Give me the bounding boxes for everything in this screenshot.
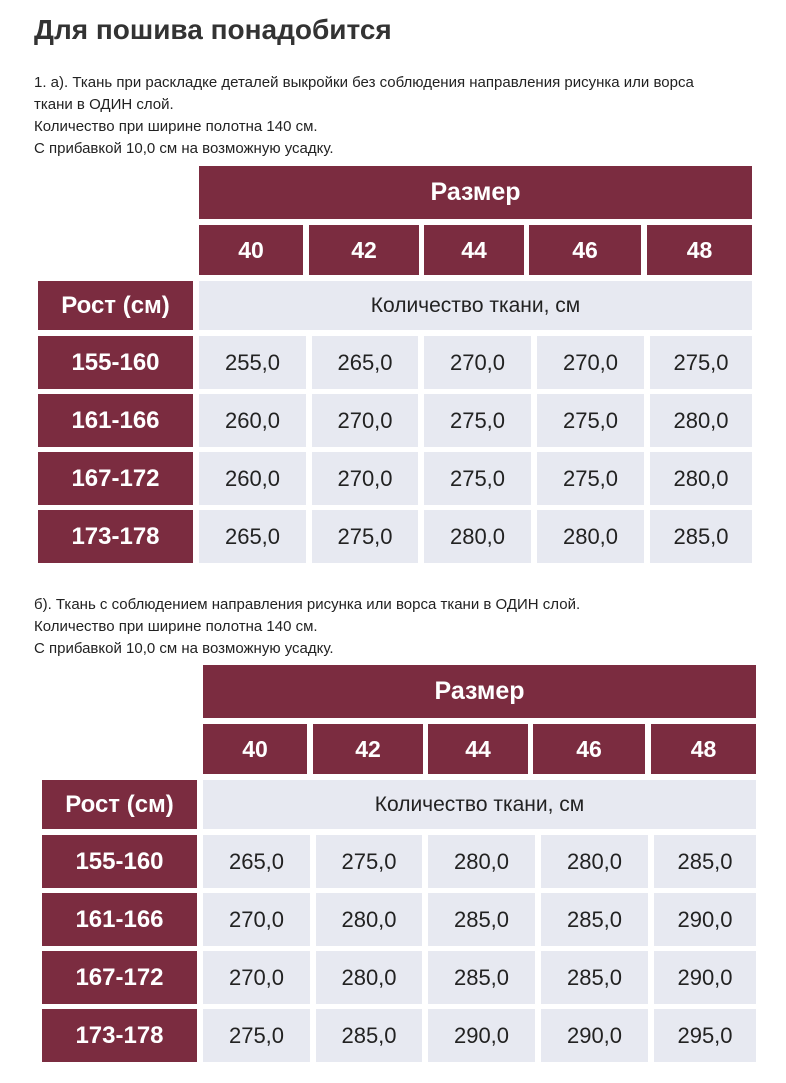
fabric-amount-cell: 285,0 <box>316 1009 422 1062</box>
fabric-amount-cell: 280,0 <box>541 835 648 888</box>
height-header: Рост (см) <box>42 780 197 829</box>
section-b-description <box>34 594 580 660</box>
fabric-amount-cell: 275,0 <box>424 394 531 447</box>
size-column-header: 42 <box>309 225 419 275</box>
fabric-amount-cell: 270,0 <box>312 394 418 447</box>
size-column-header: 46 <box>533 724 645 774</box>
height-row-label: 173-178 <box>42 1009 197 1062</box>
fabric-amount-cell: 275,0 <box>424 452 531 505</box>
height-row-label: 161-166 <box>38 394 193 447</box>
fabric-amount-cell: 280,0 <box>650 452 752 505</box>
fabric-amount-cell: 255,0 <box>199 336 306 389</box>
fabric-amount-cell: 265,0 <box>312 336 418 389</box>
size-column-header: 46 <box>529 225 641 275</box>
size-header: Размер <box>199 166 752 219</box>
size-column-header: 40 <box>203 724 307 774</box>
section-a-line: Количество при ширине полотна 140 см. <box>34 118 318 135</box>
size-header: Размер <box>203 665 756 718</box>
fabric-amount-cell: 275,0 <box>537 452 644 505</box>
height-row-label: 155-160 <box>38 336 193 389</box>
fabric-amount-cell: 290,0 <box>428 1009 535 1062</box>
fabric-amount-cell: 285,0 <box>428 951 535 1004</box>
section-b-line: Количество при ширине полотна 140 см. <box>34 618 318 635</box>
fabric-amount-cell: 290,0 <box>541 1009 648 1062</box>
fabric-amount-cell: 280,0 <box>650 394 752 447</box>
fabric-amount-cell: 285,0 <box>541 893 648 946</box>
size-column-header: 44 <box>424 225 524 275</box>
size-column-header: 40 <box>199 225 303 275</box>
quantity-header: Количество ткани, см <box>199 281 752 330</box>
fabric-amount-cell: 260,0 <box>199 394 306 447</box>
fabric-amount-cell: 270,0 <box>203 893 310 946</box>
section-a-line: 1. а). Ткань при раскладке деталей выкройки без соблюдения направления рисунка или ворса <box>34 74 694 91</box>
height-row-label: 161-166 <box>42 893 197 946</box>
fabric-amount-cell: 275,0 <box>203 1009 310 1062</box>
page-title: Для пошива понадобится <box>34 14 392 45</box>
height-row-label: 167-172 <box>38 452 193 505</box>
height-row-label: 155-160 <box>42 835 197 888</box>
fabric-amount-cell: 270,0 <box>537 336 644 389</box>
quantity-header: Количество ткани, см <box>203 780 756 829</box>
fabric-amount-cell: 290,0 <box>654 893 756 946</box>
fabric-amount-cell: 285,0 <box>654 835 756 888</box>
height-row-label: 173-178 <box>38 510 193 563</box>
fabric-amount-cell: 275,0 <box>650 336 752 389</box>
fabric-amount-cell: 275,0 <box>312 510 418 563</box>
fabric-amount-cell: 285,0 <box>650 510 752 563</box>
fabric-amount-cell: 280,0 <box>316 951 422 1004</box>
size-column-header: 42 <box>313 724 423 774</box>
fabric-amount-cell: 270,0 <box>312 452 418 505</box>
section-b-line: С прибавкой 10,0 см на возможную усадку. <box>34 640 334 657</box>
section-a-line: С прибавкой 10,0 см на возможную усадку. <box>34 140 334 157</box>
fabric-amount-cell: 265,0 <box>203 835 310 888</box>
height-row-label: 167-172 <box>42 951 197 1004</box>
fabric-amount-cell: 270,0 <box>424 336 531 389</box>
fabric-amount-cell: 265,0 <box>199 510 306 563</box>
height-header: Рост (см) <box>38 281 193 330</box>
fabric-amount-cell: 260,0 <box>199 452 306 505</box>
section-b-line: б). Ткань с соблюдением направления рисунка или ворса ткани в ОДИН слой. <box>34 596 581 613</box>
section-a-line: ткани в ОДИН слой. <box>34 96 174 113</box>
fabric-amount-cell: 275,0 <box>537 394 644 447</box>
section-a-description <box>34 72 694 160</box>
size-column-header: 44 <box>428 724 528 774</box>
fabric-amount-cell: 285,0 <box>428 893 535 946</box>
fabric-amount-cell: 295,0 <box>654 1009 756 1062</box>
fabric-amount-cell: 275,0 <box>316 835 422 888</box>
size-column-header: 48 <box>651 724 756 774</box>
fabric-amount-cell: 280,0 <box>316 893 422 946</box>
fabric-amount-cell: 280,0 <box>424 510 531 563</box>
fabric-amount-cell: 280,0 <box>537 510 644 563</box>
fabric-amount-cell: 290,0 <box>654 951 756 1004</box>
size-column-header: 48 <box>647 225 752 275</box>
fabric-amount-cell: 280,0 <box>428 835 535 888</box>
fabric-amount-cell: 270,0 <box>203 951 310 1004</box>
fabric-amount-cell: 285,0 <box>541 951 648 1004</box>
